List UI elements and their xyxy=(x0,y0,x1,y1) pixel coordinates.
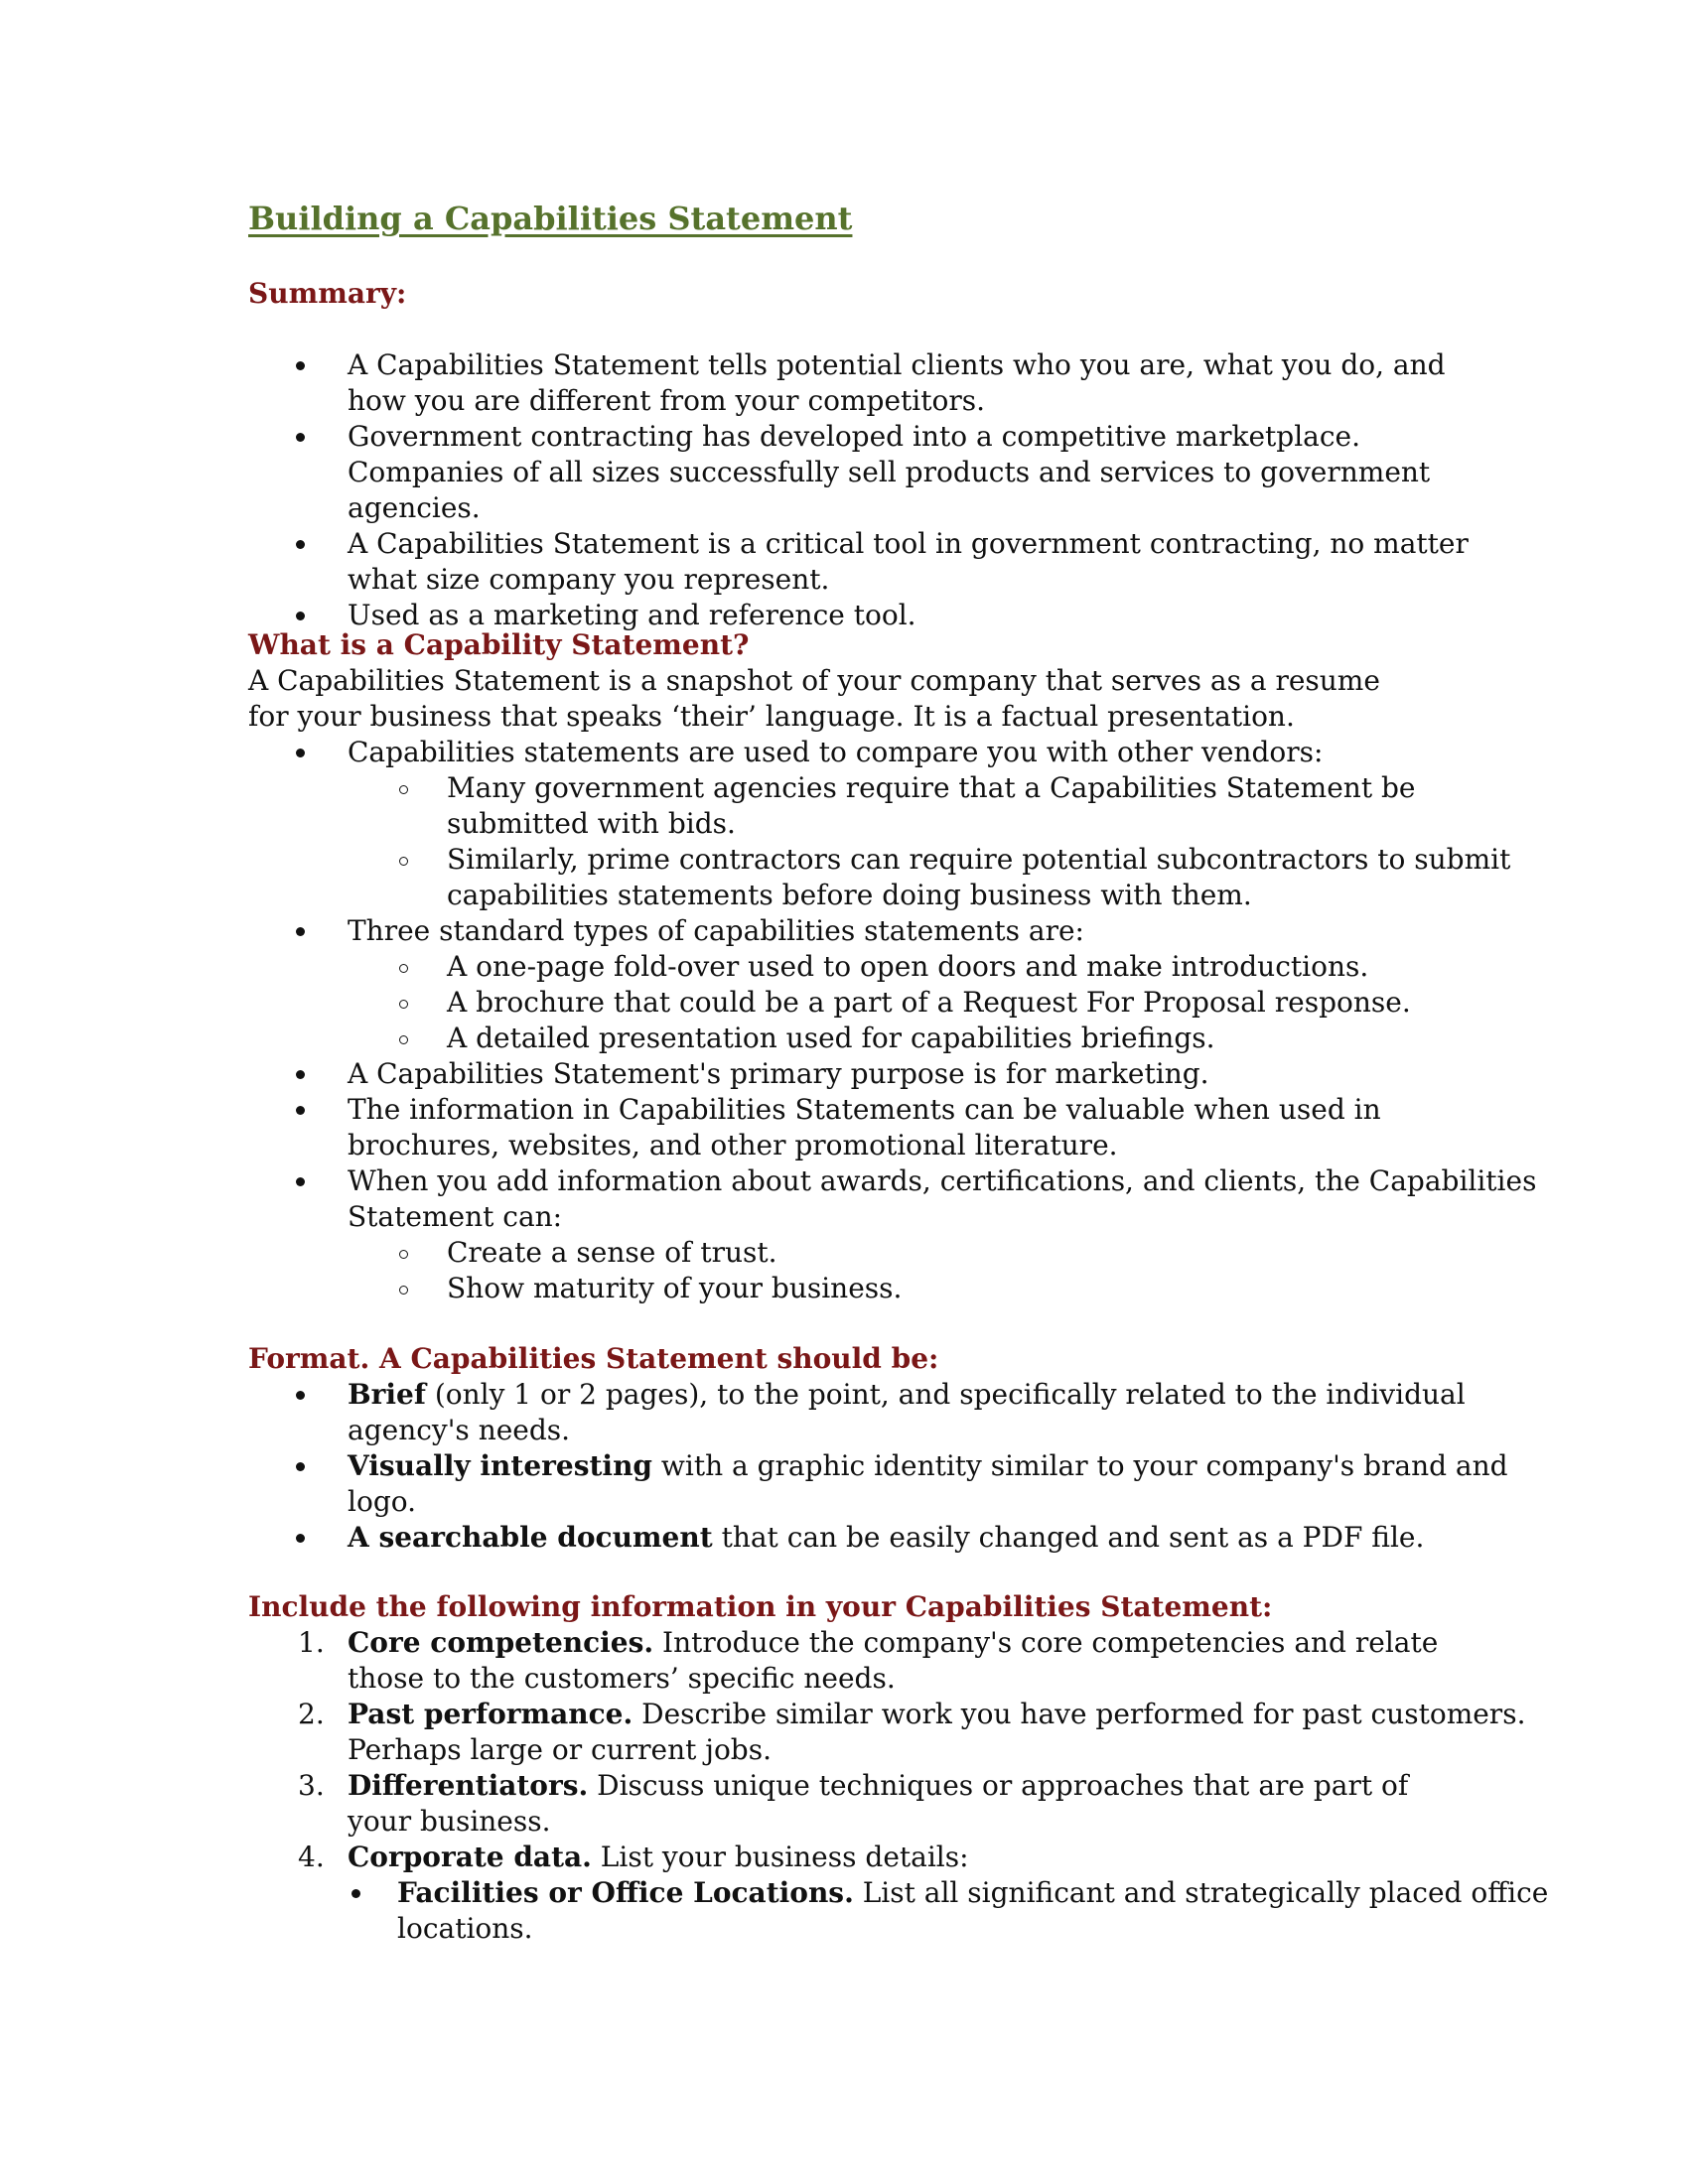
list-item: Visually interesting with a graphic identity similar to your company's brand and logo. xyxy=(248,1448,1519,1520)
sub-list-item: Similarly, prime contractors can require potential subcontractors to submit capabilities statements before doing business with them. xyxy=(248,842,1618,913)
format-list xyxy=(248,1377,1508,1556)
bullet-icon xyxy=(296,1070,305,1079)
sub-list-item: Many government agencies require that a Capabilities Statement be submitted with bids. xyxy=(248,770,1539,842)
bullet-icon xyxy=(296,1534,305,1543)
summary-heading: Summary: xyxy=(248,277,407,310)
list-item: Three standard types of capabilities statements are: xyxy=(248,913,1440,949)
circle-bullet-icon xyxy=(399,1250,408,1259)
list-item: Used as a marketing and reference tool. xyxy=(248,598,1440,633)
what-list xyxy=(248,735,1537,1306)
bullet-icon xyxy=(296,1391,305,1400)
circle-bullet-icon xyxy=(399,857,408,866)
list-number: 3. xyxy=(298,1769,325,1802)
include-list xyxy=(248,1625,1549,1947)
sub-list-item: A detailed presentation used for capabilities briefings. xyxy=(248,1021,1440,1056)
bullet-icon xyxy=(296,1177,305,1186)
list-item: The information in Capabilities Statements can be valuable when used in brochures, websites, and other promotional literature. xyxy=(248,1092,1539,1163)
list-item: A Capabilities Statement's primary purpose is for marketing. xyxy=(248,1056,1440,1092)
sub-list-item: A brochure that could be a part of a Request For Proposal response. xyxy=(248,985,1440,1021)
bullet-icon xyxy=(296,1462,305,1471)
bullet-icon xyxy=(352,1889,360,1898)
circle-bullet-icon xyxy=(399,1035,408,1044)
list-item: 3. Differentiators. Discuss unique techniques or approaches that are part of your business. xyxy=(298,1769,1409,1838)
circle-bullet-icon xyxy=(399,785,408,794)
list-item: A Capabilities Statement is a critical tool in government contracting, no matter what size company you represent. xyxy=(248,526,1519,598)
sub-list-item: Show maturity of your business. xyxy=(248,1271,1440,1306)
list-item: When you add information about awards, certifications, and clients, the Capabilities Statement can: xyxy=(248,1163,1539,1235)
bullet-icon xyxy=(296,540,305,549)
what-intro: A Capabilities Statement is a snapshot of your company that serves as a resume for your business that speaks ‘their’ language. It is a factual presentation. xyxy=(248,664,1380,733)
bullet-icon xyxy=(296,361,305,370)
list-item: 1. Core competencies. Introduce the company's core competencies and relate those to the customers’ specific needs. xyxy=(298,1626,1439,1695)
sub-list-item: Create a sense of trust. xyxy=(248,1235,1440,1271)
list-item: Government contracting has developed into a competitive marketplace. Companies of all sizes successfully sell products and services to government agencies. xyxy=(248,419,1519,526)
circle-bullet-icon xyxy=(399,1000,408,1009)
list-item: A Capabilities Statement tells potential clients who you are, what you do, and how you are different from your competitors. xyxy=(248,347,1479,419)
list-item: A searchable document that can be easily changed and sent as a PDF file. xyxy=(248,1520,1440,1556)
list-number: 4. xyxy=(298,1841,325,1873)
what-heading: What is a Capability Statement? xyxy=(248,628,750,661)
include-heading: Include the following information in your Capabilities Statement: xyxy=(248,1590,1273,1623)
list-item: 4. Corporate data. List your business details: xyxy=(298,1841,969,1873)
circle-bullet-icon xyxy=(399,1286,408,1295)
circle-bullet-icon xyxy=(399,964,408,973)
page-title: Building a Capabilities Statement xyxy=(248,200,853,237)
bullet-icon xyxy=(296,749,305,757)
list-item: 2. Past performance. Describe similar work you have performed for past customers. Perhaps large or current jobs. xyxy=(298,1698,1526,1766)
sub-list-item: A one-page fold-over used to open doors and make introductions. xyxy=(248,949,1440,985)
summary-list xyxy=(248,347,1469,633)
bullet-icon xyxy=(296,1106,305,1115)
bullet-icon xyxy=(296,612,305,620)
bullet-icon xyxy=(296,927,305,936)
format-heading: Format. A Capabilities Statement should be: xyxy=(248,1342,939,1375)
list-number: 1. xyxy=(298,1626,325,1659)
list-number: 2. xyxy=(298,1698,325,1730)
list-item: Brief (only 1 or 2 pages), to the point, and specifically related to the individual agency's needs. xyxy=(248,1377,1489,1448)
bullet-icon xyxy=(296,433,305,442)
list-item: Capabilities statements are used to compare you with other vendors: xyxy=(248,735,1440,770)
sub-list-item: Facilities or Office Locations. List all significant and strategically placed office locations. xyxy=(248,1875,1569,1947)
